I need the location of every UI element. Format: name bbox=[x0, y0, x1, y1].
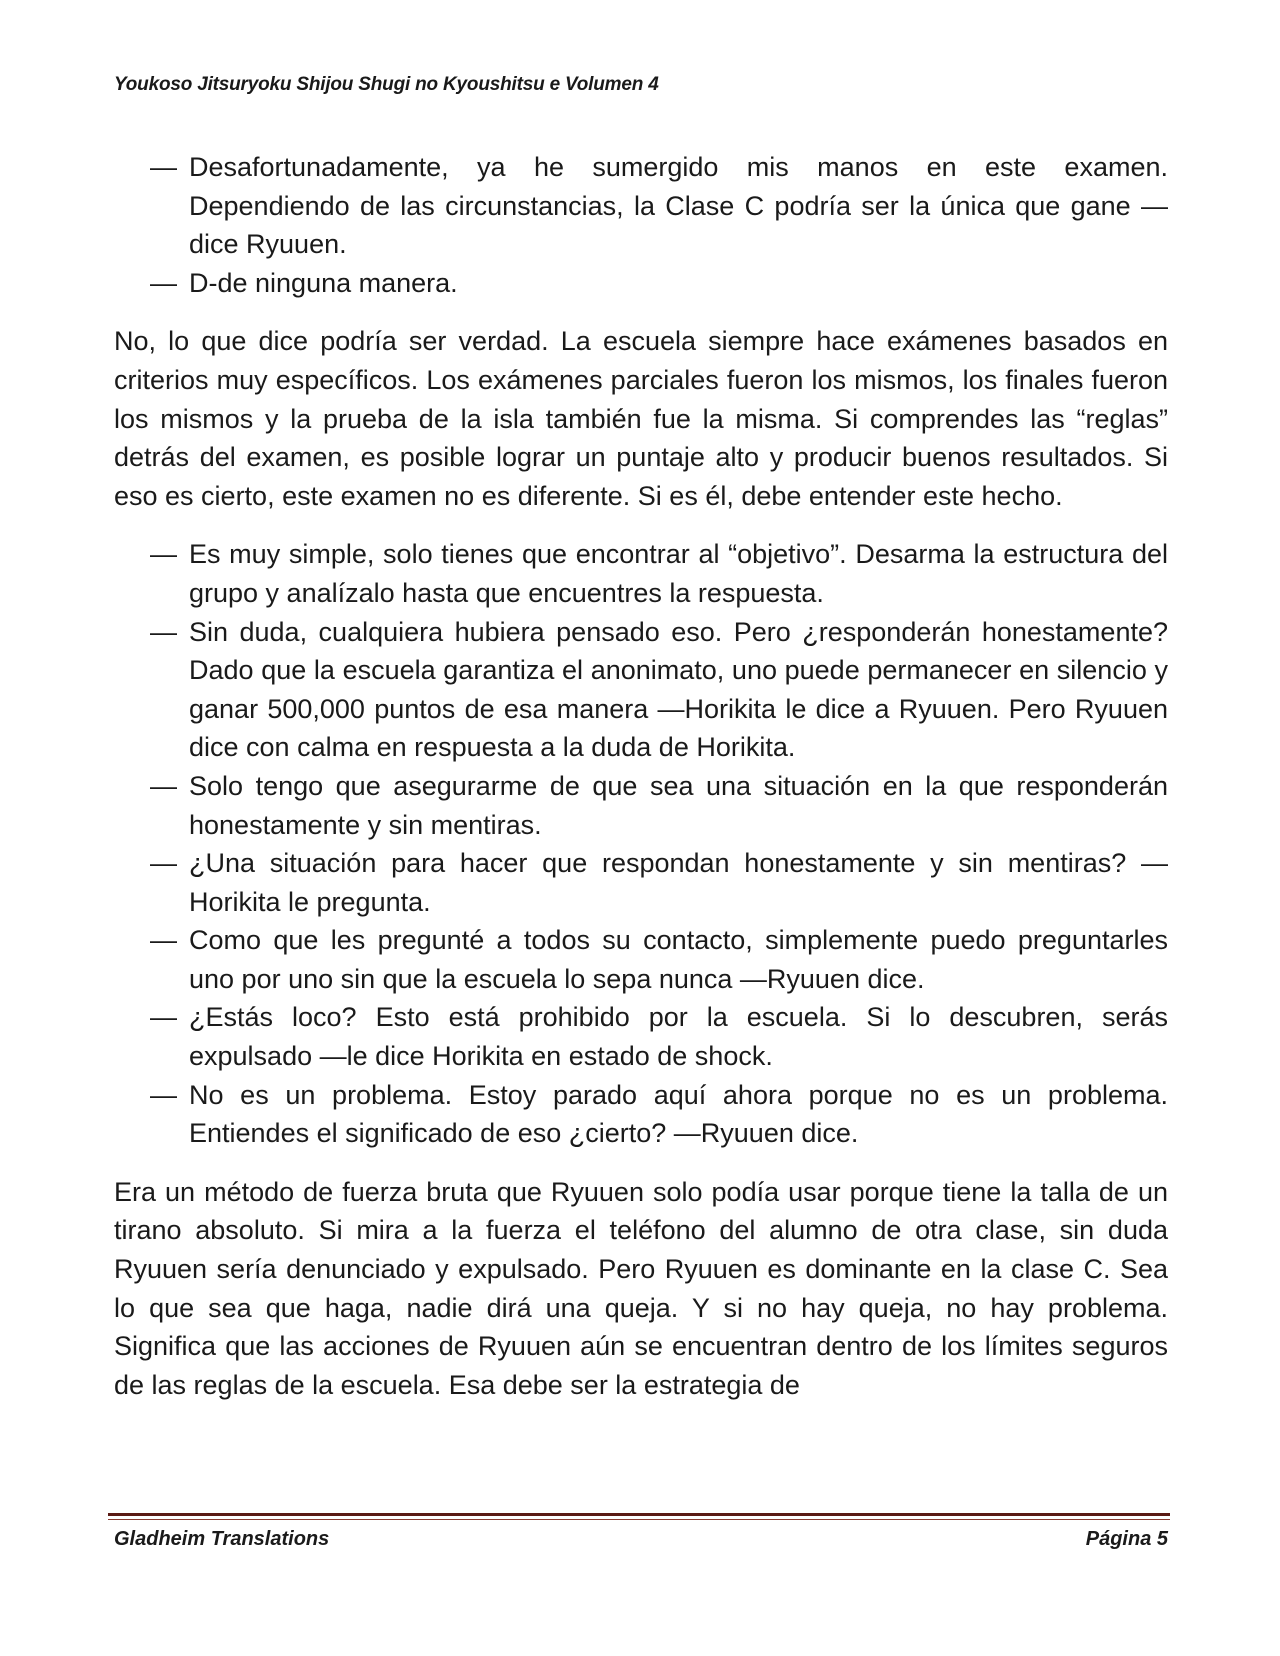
dialogue-block-2 bbox=[114, 535, 1168, 1153]
dialogue-line: — Como que les pregunté a todos su contacto, simplemente puedo preguntarles uno por uno sin que la escuela lo sepa nunca —Ryuuen dice. bbox=[114, 921, 1168, 998]
dialogue-block-1 bbox=[114, 148, 1168, 302]
page-number: Página 5 bbox=[1085, 1528, 1168, 1550]
footer-divider bbox=[108, 1513, 1170, 1516]
dialogue-line: — Sin duda, cualquiera hubiera pensado eso. Pero ¿responderán honestamente? Dado que la escuela garantiza el anonimato, uno puede permanecer en silencio y ganar 500,000 puntos de esa manera —Horikita le dice a Ryuuen. Pero Ryuuen dice con calma en respuesta a la duda de Horikita. bbox=[114, 613, 1168, 767]
footer-divider-thin bbox=[108, 1519, 1170, 1520]
dialogue-dash: — bbox=[150, 848, 177, 879]
dialogue-dash: — bbox=[150, 616, 177, 647]
dialogue-line: — Desafortunadamente, ya he sumergido mis manos en este examen. Dependiendo de las circunstancias, la Clase C podría ser la única que gane —dice Ryuuen. bbox=[114, 148, 1168, 264]
dialogue-dash: — bbox=[150, 925, 177, 956]
narrative-paragraph: Era un método de fuerza bruta que Ryuuen solo podía usar porque tiene la talla de un tirano absoluto. Si mira a la fuerza el teléfono del alumno de otra clase, sin duda Ryuuen sería denunciado y expulsado. Pero Ryuuen es dominante en la clase C. Sea lo que sea que haga, nadie dirá una queja. Y si no hay queja, no hay problema. Significa que las acciones de Ryuuen aún se encuentran dentro de los límites seguros de las reglas de la escuela. Esa debe ser la estrategia de bbox=[114, 1176, 1168, 1400]
dialogue-line: — Es muy simple, solo tienes que encontrar al “objetivo”. Desarma la estructura del grupo y analízalo hasta que encuentres la respuesta. bbox=[114, 535, 1168, 612]
footer-credit: Gladheim Translations bbox=[114, 1528, 330, 1550]
dialogue-dash: — bbox=[150, 539, 177, 570]
dialogue-dash: — bbox=[150, 267, 177, 298]
dialogue-line: — ¿Estás loco? Esto está prohibido por la escuela. Si lo descubren, serás expulsado —le dice Horikita en estado de shock. bbox=[114, 998, 1168, 1075]
dialogue-line: — No es un problema. Estoy parado aquí ahora porque no es un problema. Entiendes el significado de eso ¿cierto? —Ryuuen dice. bbox=[114, 1076, 1168, 1153]
dialogue-dash: — bbox=[150, 770, 177, 801]
dialogue-dash: — bbox=[150, 152, 177, 182]
dialogue-dash: — bbox=[150, 1079, 177, 1110]
narrative-paragraph: No, lo que dice podría ser verdad. La escuela siempre hace exámenes basados en criterios muy específicos. Los exámenes parciales fueron los mismos, los finales fueron los mismos y la prueba de la isla también fue la misma. Si comprendes las “reglas” detrás del examen, es posible lograr un puntaje alto y producir buenos resultados. Si eso es cierto, este examen no es diferente. Si es él, debe entender este hecho. bbox=[114, 326, 1168, 511]
dialogue-line: — Solo tengo que asegurarme de que sea una situación en la que responderán honestamente y sin mentiras. bbox=[114, 767, 1168, 844]
dialogue-line: — ¿Una situación para hacer que respondan honestamente y sin mentiras? —Horikita le pregunta. bbox=[114, 844, 1168, 921]
dialogue-line: — D-de ninguna manera. bbox=[114, 264, 1168, 303]
dialogue-dash: — bbox=[150, 1002, 177, 1033]
page-body bbox=[114, 148, 1168, 1404]
running-header: Youkoso Jitsuryoku Shijou Shugi no Kyoushitsu e Volumen 4 bbox=[114, 74, 659, 95]
